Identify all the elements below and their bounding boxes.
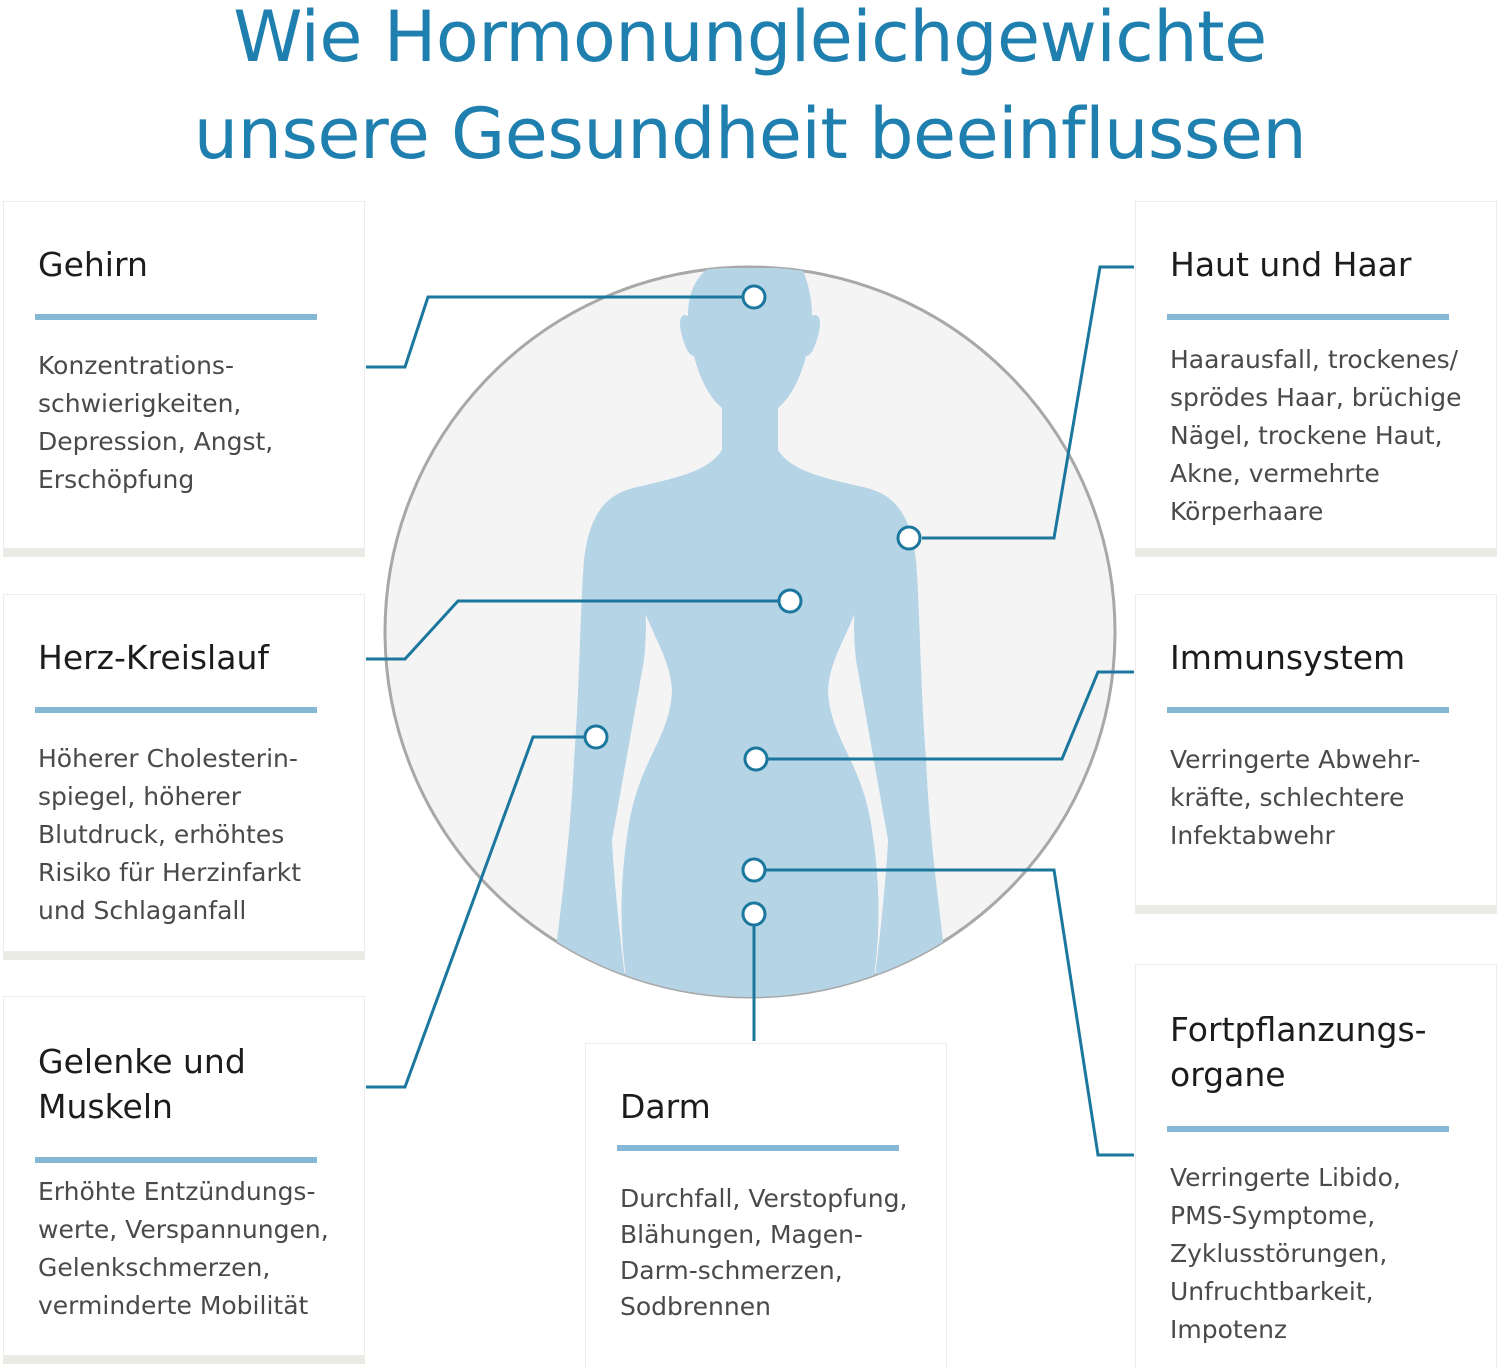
card-immun-text: Verringerte Abwehr- kräfte, schlechtere Infektabwehr (1170, 745, 1421, 850)
card-herz-kreislauf (3, 594, 365, 960)
card-darm (585, 1043, 947, 1368)
card-herz-text: Höherer Cholesterin- spiegel, höherer Blutdruck, erhöhtes Risiko für Herzinfarkt und Schlaganfall (38, 744, 302, 925)
page-title-line2: unsere Gesundheit beeinflussen (193, 93, 1307, 175)
card-fortpflanzungsorgane (1135, 964, 1497, 1368)
marker-elbow (585, 726, 607, 748)
card-immun-title: Immunsystem (1170, 638, 1406, 677)
card-gehirn-title: Gehirn (38, 245, 148, 284)
card-gehirn-accent-bar (35, 314, 317, 320)
card-fortpflanzung-title: Fortpflanzungs- organe (1170, 1010, 1427, 1094)
card-herz-accent-bar (35, 707, 317, 713)
card-darm-title: Darm (620, 1087, 711, 1126)
marker-gut (743, 903, 765, 925)
card-haut-title: Haut und Haar (1170, 245, 1412, 284)
card-gelenke-title: Gelenke und Muskeln (38, 1042, 246, 1126)
card-darm-text: Durchfall, Verstopfung, Blähungen, Magen- Darm-schmerzen, Sodbrennen (620, 1184, 908, 1321)
card-herz-title: Herz-Kreislauf (38, 638, 269, 677)
page-title-line1: Wie Hormonungleichgewichte (233, 0, 1267, 78)
card-haut-haar (1135, 201, 1497, 557)
card-fortpflanzung-text: Verringerte Libido, PMS-Symptome, Zyklusstörungen, Unfruchtbarkeit, Impotenz (1170, 1163, 1401, 1344)
card-haut-text: Haarausfall, trockenes/ sprödes Haar, brüchige Nägel, trockene Haut, Akne, vermehrte Körperhaare (1170, 345, 1462, 526)
marker-abdomen (745, 748, 767, 770)
marker-chest (779, 590, 801, 612)
card-fortpflanzung-accent-bar (1167, 1126, 1449, 1132)
card-darm-accent-bar (617, 1145, 899, 1151)
card-gelenke-accent-bar (35, 1157, 317, 1163)
marker-head (743, 286, 765, 308)
marker-pelvis (743, 859, 765, 881)
card-gehirn (3, 201, 365, 557)
card-gelenke-muskeln (3, 996, 365, 1364)
card-immunsystem (1135, 594, 1497, 914)
card-gehirn-text: Konzentrations- schwierigkeiten, Depression, Angst, Erschöpfung (38, 351, 274, 494)
card-haut-accent-bar (1167, 314, 1449, 320)
card-gelenke-text: Erhöhte Entzündungs- werte, Verspannungen, Gelenkschmerzen, verminderte Mobilität (38, 1177, 329, 1320)
card-immun-accent-bar (1167, 707, 1449, 713)
marker-shoulder (898, 527, 920, 549)
